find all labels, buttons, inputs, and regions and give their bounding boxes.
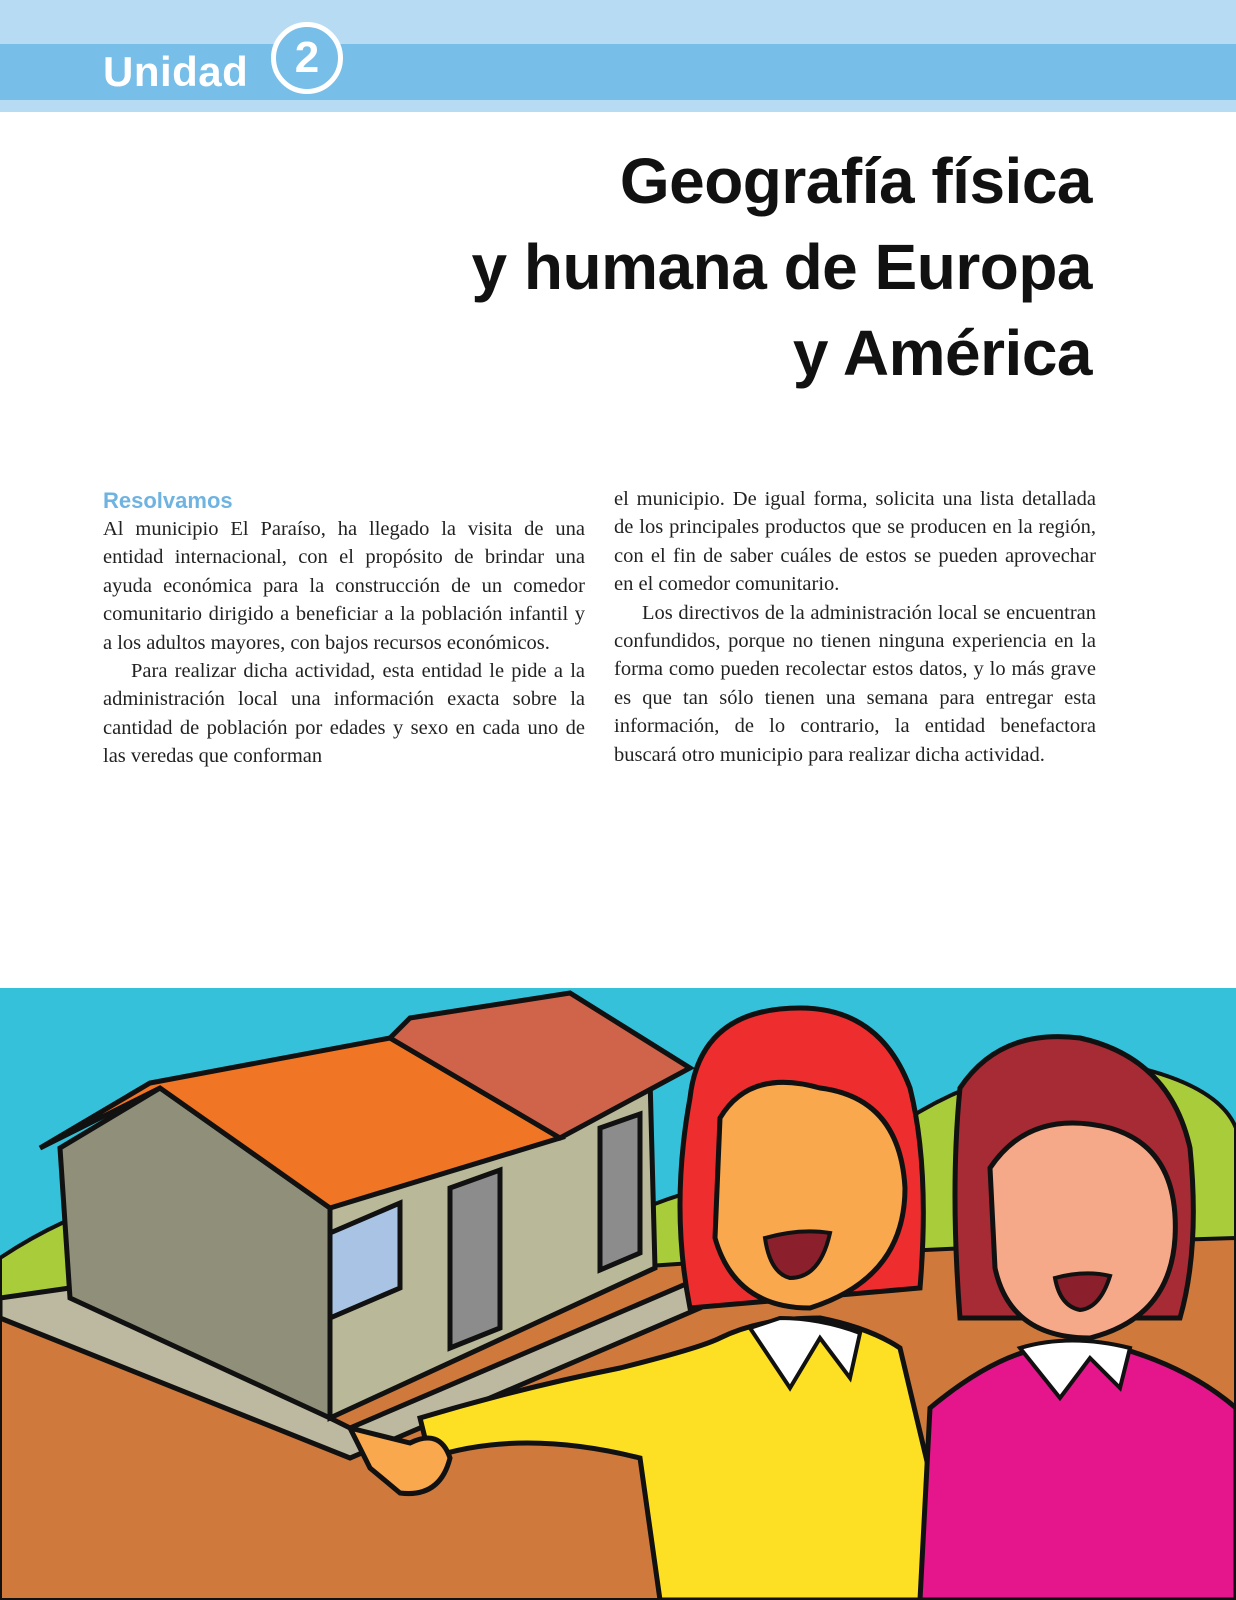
paragraph: Para realizar dicha actividad, esta entidad le pide a la administración local una información exacta sobre la cantidad de población por edades y sexo en cada uno de las veredas que conforman	[103, 660, 585, 768]
unit-label: Unidad	[103, 48, 249, 95]
title-line-2: y humana de Europa	[471, 231, 1092, 303]
title-line-1: Geografía física	[619, 145, 1092, 217]
text-column-left	[103, 485, 585, 771]
paragraph: Al municipio El Paraíso, ha llegado la visita de una entidad internacional, con el propósito de brindar una ayuda económica para la construcción de un comedor comunitario dirigido a beneficiar a la población infantil y a los adultos mayores, con bajos recursos económicos.	[103, 518, 585, 654]
illustration	[0, 988, 1236, 1600]
girl-shirt-magenta	[920, 1348, 1236, 1600]
text-column-right	[614, 485, 1096, 769]
paragraph: el municipio. De igual forma, solicita una lista detallada de los principales productos que se producen en la región, con el fin de saber cuáles de estos se pueden aprovechar en el comedor comunitario.	[614, 488, 1096, 596]
section-heading: Resolvamos	[103, 488, 233, 513]
paragraph: Los directivos de la administración local se encuentran confundidos, porque no tienen ninguna experiencia en la forma como pueden recolectar estos datos, y lo más grave es que tan sólo tienen una semana para entregar esta información, de lo contrario, la entidad benefactora buscará otro municipio para realizar dicha actividad.	[614, 601, 1096, 766]
page-title	[472, 138, 1092, 396]
house-door-right	[600, 1114, 640, 1270]
title-line-3: y América	[792, 317, 1092, 389]
unit-number-badge: 2	[271, 22, 343, 94]
header-banner-top	[0, 0, 1236, 44]
header-banner-bottom	[0, 100, 1236, 112]
house-door	[450, 1170, 500, 1348]
